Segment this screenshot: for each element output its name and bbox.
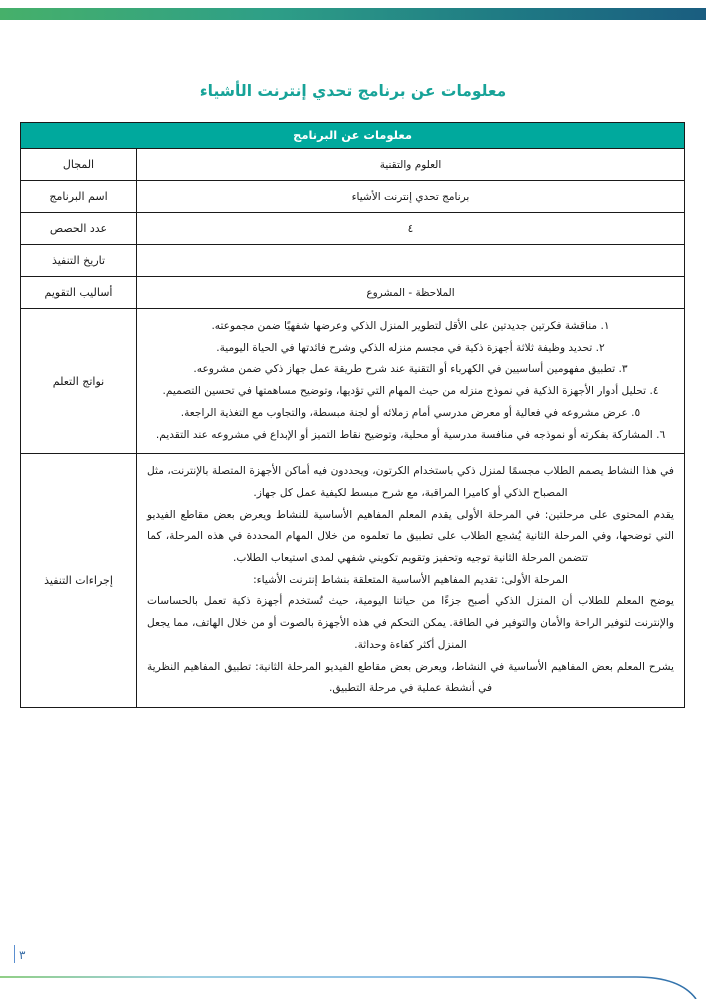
- field-label-program-name: اسم البرنامج: [21, 181, 137, 213]
- learning-outcome-item: ٥. عرض مشروعه في فعالية أو معرض مدرسي أمام زملائه أو لجنة مبسطة، والتجاوب مع التغذية الراجعة.: [180, 406, 641, 419]
- field-label-execution-date: تاريخ التنفيذ: [21, 245, 137, 277]
- page-title: معلومات عن برنامج تحدي إنترنت الأشياء: [199, 82, 507, 100]
- field-label-learning-outcomes: نواتج التعلم: [21, 309, 137, 454]
- procedure-paragraph: المرحلة الأولى: تقديم المفاهيم الأساسية المتعلقة بنشاط إنترنت الأشياء:: [253, 573, 568, 586]
- page-number-value: ٣: [19, 948, 26, 962]
- learning-outcome-item: ٦. المشاركة بفكرته أو نموذجه في منافسة مدرسية أو محلية، وتوضيح نقاط التميز أو الإبداع في مشروعه عند التقديم.: [155, 428, 666, 441]
- field-value-program-name: برنامج تحدي إنترنت الأشياء: [137, 181, 685, 213]
- procedure-paragraph: يوضح المعلم للطلاب أن المنزل الذكي أصبح جزءًا من حياتنا اليومية، حيث تُستخدم أجهزة ذكية تعمل بالحساسات والإنترنت لتوفير الراحة والأمان والتوفير في الطاقة. يمكن التحكم في هذه الأجهزة بالصوت أو من خلال الهاتف، مما يجعل المنزل أكثر كفاءة وحداثة.: [147, 595, 674, 651]
- field-label-sessions-count: عدد الحصص: [21, 213, 137, 245]
- procedure-paragraph: يشرح المعلم بعض المفاهيم الأساسية في النشاط، ويعرض بعض مقاطع الفيديو المرحلة الثانية: تطبيق المفاهيم النظرية في أنشطة عملية في مرحلة التطبيق.: [147, 660, 674, 695]
- table-row-learning-outcomes: [21, 309, 685, 454]
- table-row: [21, 149, 685, 181]
- table-row: [21, 245, 685, 277]
- field-label-assessment-methods: أساليب التقويم: [21, 277, 137, 309]
- bottom-rule-svg: [0, 973, 706, 999]
- procedure-paragraph: يقدم المحتوى على مرحلتين: في المرحلة الأولى يقدم المعلم المفاهيم الأساسية للنشاط ويعرض بعض مقاطع الفيديو التي توضحها، وفي المرحلة الثانية يُشجع الطلاب على تطبيق ما تعلموه من خلال المهام المحددة في هذه المرحلة، كما تتضمن المرحلة الثانية توجيه وتحفيز وتقويم تكويني شفهي لمدى استيعاب الطلاب.: [147, 508, 674, 565]
- procedure-paragraph: في هذا النشاط يصمم الطلاب مجسمًا لمنزل ذكي باستخدام الكرتون، ويحددون فيه أماكن الأجهزة المتصلة بالإنترنت، مثل المصباح الذكي أو كاميرا المراقبة، مع شرح مبسط لكيفية عمل كل جهاز.: [147, 465, 674, 499]
- learning-outcome-item: ٢. تحديد وظيفة ثلاثة أجهزة ذكية في مجسم منزله الذكي وشرح فائدتها في الحياة اليومية.: [216, 341, 605, 354]
- field-value-majal: العلوم والتقنية: [137, 149, 685, 181]
- learning-outcome-item: ٣. تطبيق مفهومين أساسيين في الكهرباء أو التقنية عند شرح طريقة عمل جهاز ذكي ضمن مشروعه.: [193, 363, 628, 376]
- learning-outcome-item: ١. مناقشة فكرتين جديدتين على الأقل لتطوير المنزل الذكي وعرضها شفهيًا ضمن مجموعته.: [211, 320, 610, 332]
- procedures-content: [137, 454, 685, 708]
- field-value-execution-date: [137, 245, 685, 277]
- page-number: [0, 945, 706, 963]
- table-row: [21, 277, 685, 309]
- field-label-majal: المجال: [21, 149, 137, 181]
- field-label-procedures: إجراءات التنفيذ: [21, 454, 137, 708]
- learning-outcomes-list: [137, 309, 685, 454]
- table-header-title: معلومات عن البرنامج: [21, 123, 685, 149]
- table-row: [21, 181, 685, 213]
- table-row: [21, 213, 685, 245]
- bottom-decorative-rule: [0, 973, 706, 999]
- learning-outcome-item: ٤. تحليل أدوار الأجهزة الذكية في نموذج منزله من حيث المهام التي تؤديها، وتوضيح مساهمتها في تحسين التصميم.: [162, 385, 659, 398]
- top-decorative-bar: [0, 8, 706, 20]
- field-value-sessions-count: ٤: [137, 213, 685, 245]
- field-value-assessment-methods: الملاحظة - المشروع: [137, 277, 685, 309]
- program-information-table: [20, 122, 685, 708]
- table-header-row: [21, 123, 685, 149]
- table-row-procedures: [21, 454, 685, 708]
